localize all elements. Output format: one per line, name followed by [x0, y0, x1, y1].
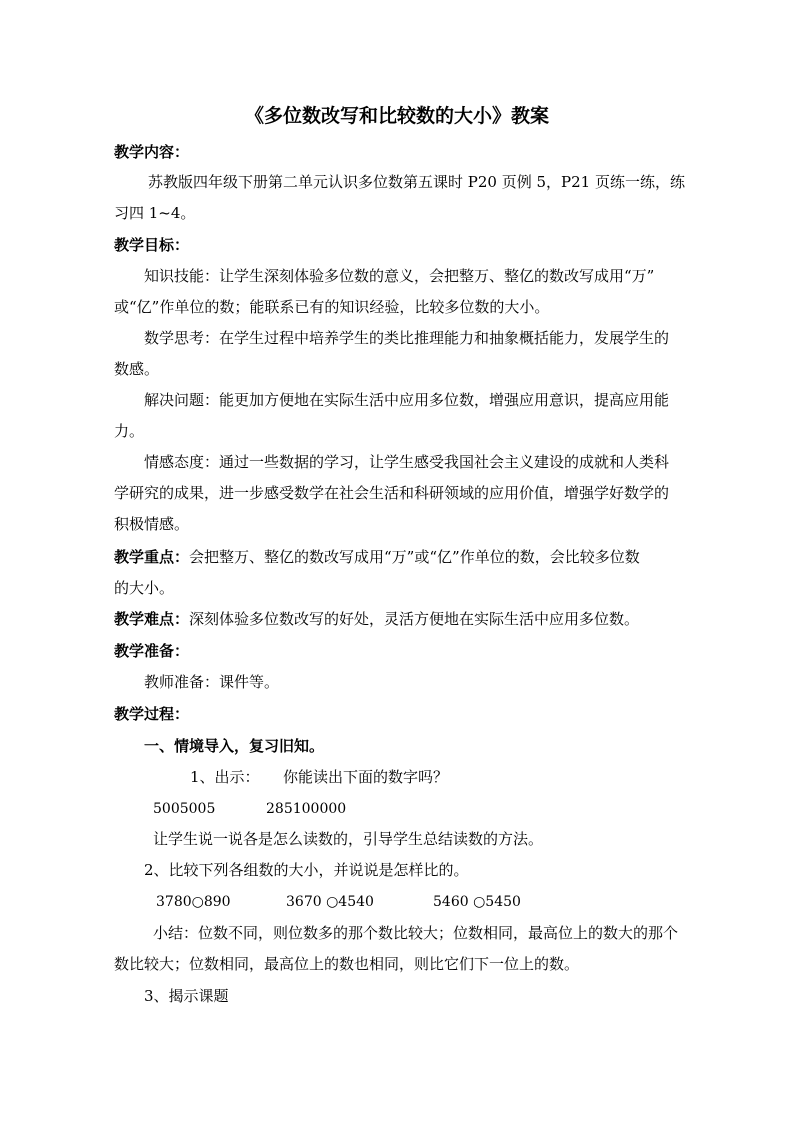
goal-thinking-line-2: 数感。 — [114, 360, 160, 378]
goal-emotion-line-1: 情感态度：通过一些数据的学习，让学生感受我国社会主义建设的成就和人类科 — [144, 453, 670, 471]
content-text-line-1: 苏教版四年级下册第二单元认识多位数第五课时 P20 页例 5，P21 页练一练，练 — [148, 173, 685, 191]
goal-knowledge-line-1: 知识技能：让学生深刻体验多位数的意义，会把整万、整亿的数改写成用“万” — [144, 267, 655, 285]
number-b: 285100000 — [266, 801, 347, 817]
prep-heading: 教学准备： — [114, 642, 190, 660]
keypoint-text: 会把整万、整亿的数改写成用“万”或“亿”作单位的数，会比较多位数 — [189, 548, 640, 566]
prep-text: 教师准备：课件等。 — [144, 673, 280, 691]
content-text-line-2: 习四 1~4。 — [114, 204, 196, 222]
section-1-heading: 一、情境导入，复习旧知。 — [144, 737, 325, 755]
compare-3: 5460 ○5450 — [433, 894, 521, 910]
step-3-text: 3、揭示课题 — [144, 987, 229, 1005]
goal-thinking-line-1: 数学思考：在学生过程中培养学生的类比推理能力和抽象概括能力，发展学生的 — [144, 329, 670, 347]
document-title: 《多位数改写和比较数的大小》教案 — [244, 105, 549, 127]
summary-line-2: 数比较大；位数相同，最高位上的数也相同，则比它们下一位上的数。 — [114, 955, 580, 973]
keypoint-line-1 — [114, 545, 714, 569]
summary-line-1: 小结：位数不同，则位数多的那个数比较大；位数相同，最高位上的数大的那个 — [153, 924, 679, 942]
process-heading: 教学过程： — [114, 705, 190, 723]
goal-problem-line-1: 解决问题：能更加方便地在实际生活中应用多位数，增强应用意识，提高应用能 — [144, 391, 670, 409]
difficulty-text: 深刻体验多位数改写的好处，灵活方便地在实际生活中应用多位数。 — [189, 610, 640, 628]
difficulty-label: 教学难点： — [114, 610, 190, 628]
step-2-text: 2、比较下列各组数的大小，并说说是怎样比的。 — [144, 861, 469, 879]
keypoint-label: 教学重点： — [114, 548, 190, 566]
compare-2: 3670 ○4540 — [286, 894, 374, 910]
difficulty-line — [114, 607, 714, 631]
keypoint-line-2: 的大小。 — [114, 579, 175, 597]
step-1-instruction: 让学生说一说各是怎么读数的，引导学生总结读数的方法。 — [153, 830, 544, 848]
step-1-question: 你能读出下面的数字吗？ — [283, 768, 449, 786]
goal-emotion-line-2: 学研究的成果，进一步感受数学在社会生活和科研领域的应用价值，增强学好数学的 — [114, 484, 670, 502]
goals-heading: 教学目标： — [114, 236, 190, 254]
content-heading: 教学内容： — [114, 143, 190, 161]
number-a: 5005005 — [153, 801, 216, 817]
goal-problem-line-2: 力。 — [114, 422, 145, 440]
goal-knowledge-line-2: 或“亿”作单位的数；能联系已有的知识经验，比较多位数的大小。 — [114, 298, 550, 316]
goal-emotion-line-3: 积极情感。 — [114, 515, 190, 533]
step-1-label: 1、出示： — [190, 768, 260, 786]
compare-1: 3780○890 — [156, 894, 231, 910]
